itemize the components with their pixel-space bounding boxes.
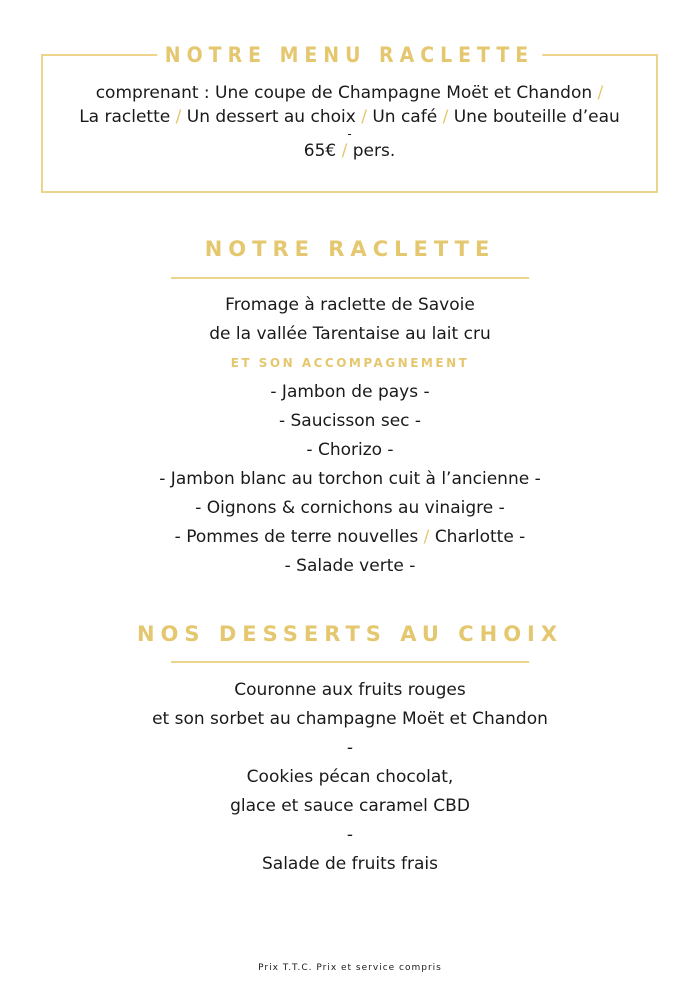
raclette-item: - Jambon de pays - — [270, 382, 430, 402]
separator-slash: / — [442, 107, 449, 127]
raclette-item: - Saucisson sec - — [278, 411, 422, 431]
menu-item-raclette: La raclette — [79, 107, 171, 127]
raclette-item-potatoes — [0, 523, 700, 552]
menu-box — [41, 43, 658, 193]
price-footer: Prix T.T.C. Prix et service compris — [258, 963, 442, 973]
raclette-line: de la vallée Tarentaise au lait cru — [209, 324, 491, 344]
raclette-item: - Oignons & cornichons au vinaigre - — [195, 498, 505, 518]
raclette-subhead: ET SON ACCOMPAGNEMENT — [230, 356, 470, 370]
raclette-item: - Salade verte - — [284, 556, 416, 576]
menu-line-1-text: comprenant : Une coupe de Champagne Moët et Chandon — [95, 83, 593, 103]
menu-price: 65€ — [303, 141, 337, 161]
menu-price-line — [43, 139, 656, 163]
menu-description — [43, 81, 656, 163]
menu-line-1 — [43, 81, 656, 105]
desserts-divider — [171, 661, 529, 663]
separator-slash: / — [423, 527, 430, 547]
raclette-content — [0, 291, 700, 581]
menu-line-2 — [43, 105, 656, 129]
menu-item-cafe: Un café — [372, 107, 438, 127]
menu-dash: - — [347, 127, 352, 141]
raclette-line: Fromage à raclette de Savoie — [225, 295, 475, 315]
separator-slash: / — [175, 107, 182, 127]
desserts-content — [0, 676, 700, 879]
dessert-line: glace et sauce caramel CBD — [230, 796, 470, 816]
separator-slash: / — [361, 107, 367, 127]
dessert-separator: - — [346, 825, 354, 845]
menu-item-dessert: Un dessert au choix — [186, 107, 356, 127]
raclette-title: NOTRE RACLETTE — [204, 237, 496, 261]
menu-title: NOTRE MENU RACLETTE — [157, 41, 542, 69]
raclette-item: - Jambon blanc au torchon cuit à l’ancienne - — [159, 469, 541, 489]
menu-price-unit: pers. — [352, 141, 396, 161]
menu-item-eau: Une bouteille d’eau — [453, 107, 620, 127]
potatoes-text: - Pommes de terre nouvelles — [174, 527, 419, 547]
raclette-divider — [171, 277, 529, 279]
potatoes-variety: Charlotte - — [434, 527, 526, 547]
dessert-separator: - — [346, 738, 354, 758]
dessert-line: Couronne aux fruits rouges — [234, 680, 466, 700]
dessert-line: Cookies pécan chocolat, — [246, 767, 454, 787]
raclette-item: - Chorizo - — [306, 440, 394, 460]
dessert-line: et son sorbet au champagne Moët et Chandon — [152, 709, 548, 729]
desserts-title: NOS DESSERTS AU CHOIX — [136, 622, 564, 646]
separator-slash: / — [597, 83, 604, 103]
dessert-line: Salade de fruits frais — [261, 854, 439, 874]
separator-slash: / — [341, 141, 348, 161]
